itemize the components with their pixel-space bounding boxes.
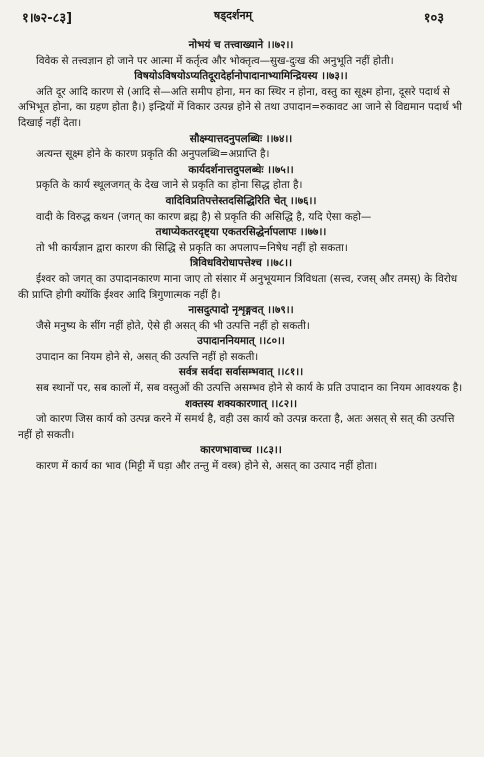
sutra-heading: शक्तस्य शक्यकारणात् ।।८२।। [184,397,298,410]
page-number: १०३ [423,11,444,26]
sutra-heading: उपादाननियमात् ।।८०।। [197,335,285,348]
sutra-heading: कार्यदर्शनात्तदुपलब्धेः ।।७५।। [188,163,294,176]
commentary-paragraph: वादी के विरुद्ध कथन (जगत् का कारण ब्रह्म है) से प्रकृति की असिद्धि है, यदि ऐसा कहो— [36,210,372,223]
page-header [22,8,444,28]
commentary-paragraph: तो भी कार्यज्ञान द्वारा कारण की सिद्धि से प्रकृति का अपलाप=निषेध नहीं हो सकता। [36,241,348,254]
sutra-heading: सौक्ष्म्यात्तदनुपलब्धिः ।।७४।। [189,132,293,145]
commentary-paragraph: ईश्वर को जगत् का उपादानकारण माना जाए तो संसार में अनुभूयमान त्रिविधता (सत्त्व, रजस् और तमस्) के विरोध की प्राप्ति होगी क्योंकि ईश्वर आदि त्रिगुणात्मक नहीं है। [18,272,458,301]
commentary-paragraph: कारण में कार्य का भाव (मिट्टी में घड़ा और तन्तु में वस्त्र) होने से, असत् का उत्पाद नहीं होता। [36,460,378,473]
commentary-paragraph: उपादान का नियम होने से, असत् की उत्पत्ति नहीं हो सकती। [36,350,259,363]
sutra-heading: सर्वत्र सर्वदा सर्वासम्भवात् ।।८१।। [178,366,304,379]
commentary-paragraph: प्रकृति के कार्य स्थूलजगत् के देख जाने से प्रकृति का होना सिद्ध होता है। [36,179,303,192]
commentary-paragraph: सब स्थानों पर, सब कालों में, सब वस्तुओं की उत्पत्ति असम्भव होने से कार्य के प्रति उपादान का नियम आवश्यक है। [36,382,463,395]
verse-range: १।७२-८३] [22,11,73,26]
running-title: षड्‌दर्शनम् [213,9,253,22]
sutra-heading: नोभयं च तत्त्वाख्याने ।।७२।। [188,39,294,51]
commentary-paragraph: अत्यन्त सूक्ष्म होने के कारण प्रकृति की अनुपलब्धि=अप्राप्ति है। [36,148,270,161]
sutra-heading: त्रिविधविरोधापत्तेश्च ।।७८।। [189,257,293,270]
commentary-paragraph: जो कारण जिस कार्य को उत्पन्न करने में समर्थ है, वही उस कार्य को उत्पन्न करता है, अतः असत् से सत् की उत्पत्ति नहीं हो सकती। [18,413,455,441]
sutra-heading: नासदुत्पादो नृशृङ्गवत् ।।७९।। [188,304,294,317]
sutra-heading: विषयोऽविषयोऽप्यतिदूरादेर्हानोपादानाभ्यामिन्द्रियस्य ।।७३।। [134,70,348,83]
commentary-paragraph: विवेक से तत्त्वज्ञान हो जाने पर आत्मा में कर्तृत्व और भोक्तृत्व—सुख-दुःख की अनुभूति नहीं होती। [36,54,394,67]
commentary-paragraph: जैसे मनुष्य के सींग नहीं होते, ऐसे ही असत् की भी उत्पत्ति नहीं हो सकती। [36,319,310,332]
sutra-heading: वादिविप्रतिपत्तेस्तदसिद्धिरिति चेत् ।।७६।। [165,194,317,207]
commentary-paragraph: अति दूर आदि कारण से (आदि से—अति समीप होना, मन का स्थिर न होना, वस्तु का सूक्ष्म होना, दूसरे पदार्थ से अभिभूत होना, का ग्रहण होता है।) इन्द्रियों में विकार उत्पन्न होने से तथा उपादान=रुकावट आ जाने से विद्यमान पदार्थ भी दिखाई नहीं देता। [18,85,462,129]
sutra-heading: तथाप्येकतरदृष्ट्या एकतरसिद्धेर्नापलापः ।।७७।। [155,226,327,239]
sutra-heading: कारणभावाच्च ।।८३।। [200,444,282,457]
page-body [18,38,464,475]
